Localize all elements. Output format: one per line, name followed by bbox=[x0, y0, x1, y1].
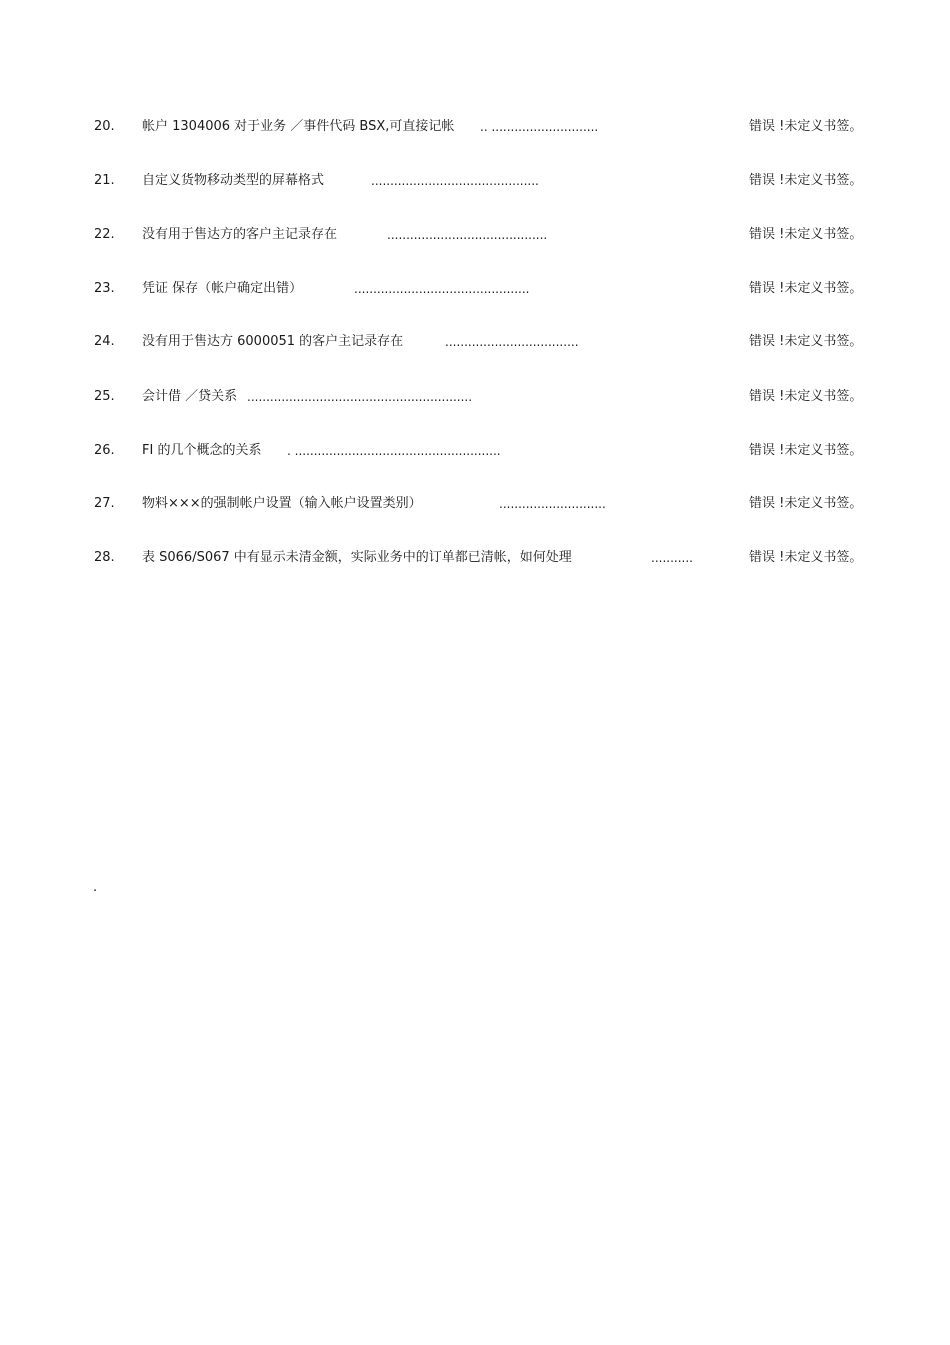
toc-entry bbox=[0, 117, 950, 137]
toc-entry-number: 27. bbox=[94, 496, 115, 511]
toc-entry-title: FI 的几个概念的关系 bbox=[142, 443, 262, 458]
toc-leader-dots: ............................ bbox=[499, 497, 606, 511]
toc-entry bbox=[0, 332, 950, 352]
toc-entry bbox=[0, 548, 950, 568]
toc-leader-dots: . ...................................................... bbox=[287, 444, 501, 458]
toc-entry-page: 错误 !未定义书签。 bbox=[749, 550, 863, 565]
toc-leader-dots: ............................................ bbox=[371, 174, 539, 188]
toc-leader-dots: .............................................. bbox=[354, 282, 530, 296]
toc-leader-dots: ........... bbox=[651, 551, 693, 565]
toc-entry-title: 凭证 保存（帐户确定出错） bbox=[142, 281, 303, 296]
toc-entry-page: 错误 !未定义书签。 bbox=[749, 496, 863, 511]
toc-entry bbox=[0, 225, 950, 245]
toc-entry-page: 错误 !未定义书签。 bbox=[749, 227, 863, 242]
toc-entry-number: 21. bbox=[94, 173, 115, 188]
toc-leader-dots: ................................... bbox=[445, 335, 579, 349]
toc-entry-page: 错误 !未定义书签。 bbox=[749, 389, 863, 404]
toc-entry-title: 没有用于售达方的客户主记录存在 bbox=[142, 227, 338, 242]
toc-leader-dots: ........................................................... bbox=[247, 390, 473, 404]
toc-entry-page: 错误 !未定义书签。 bbox=[749, 173, 863, 188]
toc-entry-page: 错误 !未定义书签。 bbox=[749, 443, 863, 458]
toc-entry-title: 没有用于售达方 6000051 的客户主记录存在 bbox=[142, 334, 404, 349]
stray-period-mark: . bbox=[93, 880, 98, 895]
toc-entry-number: 25. bbox=[94, 389, 115, 404]
toc-entry bbox=[0, 279, 950, 299]
toc-entry bbox=[0, 171, 950, 191]
toc-entry-page: 错误 !未定义书签。 bbox=[749, 119, 863, 134]
toc-entry-number: 22. bbox=[94, 227, 115, 242]
toc-entry-title: 表 S066/S067 中有显示未清金额，实际业务中的订单都已清帐，如何处理 bbox=[142, 550, 572, 565]
toc-entry-number: 23. bbox=[94, 281, 115, 296]
toc-entry-title: 帐户 1304006 对于业务 ／事件代码 BSX,可直接记帐 bbox=[142, 119, 455, 134]
toc-entry bbox=[0, 387, 950, 407]
toc-leader-dots: .......................................... bbox=[387, 228, 548, 242]
toc-entry-number: 24. bbox=[94, 334, 115, 349]
toc-entry-title: 物料×××的强制帐户设置（输入帐户设置类别） bbox=[142, 496, 422, 511]
toc-entry-title: 会计借 ／贷关系 bbox=[142, 389, 238, 404]
toc-entry-number: 20. bbox=[94, 119, 115, 134]
toc-entry bbox=[0, 494, 950, 514]
toc-entry-page: 错误 !未定义书签。 bbox=[749, 334, 863, 349]
toc-entry-title: 自定义货物移动类型的屏幕格式 bbox=[142, 173, 325, 188]
toc-entry bbox=[0, 441, 950, 461]
toc-entry-page: 错误 !未定义书签。 bbox=[749, 281, 863, 296]
toc-entry-number: 26. bbox=[94, 443, 115, 458]
toc-entry-number: 28. bbox=[94, 550, 115, 565]
toc-leader-dots: .. ............................ bbox=[480, 120, 599, 134]
